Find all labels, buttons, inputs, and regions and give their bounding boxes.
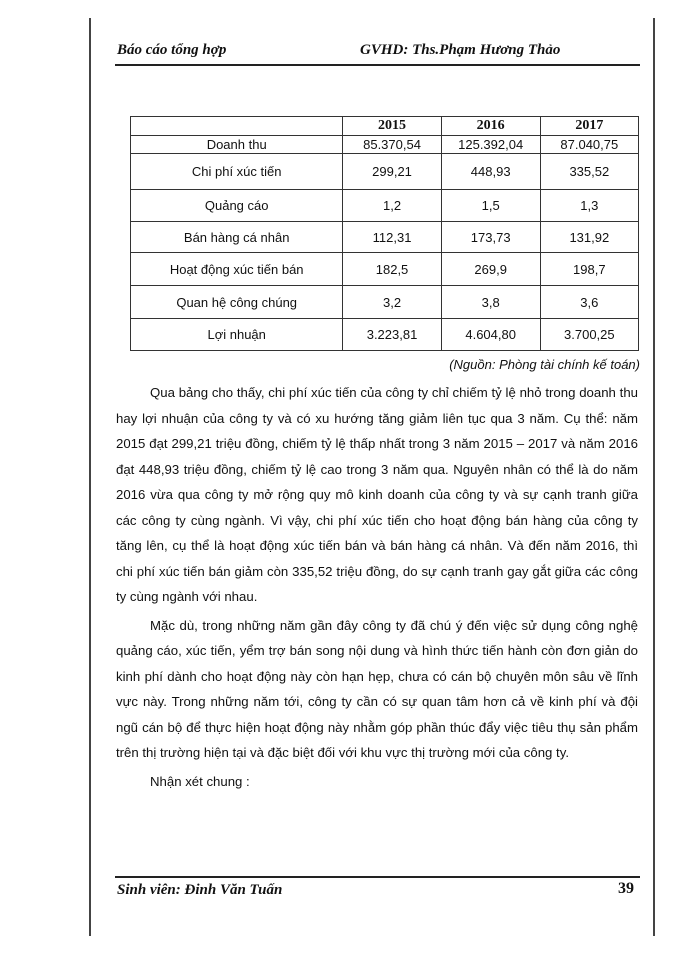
cell-value: 3,8 (441, 286, 540, 319)
table-row (131, 190, 639, 222)
cell-value: 299,21 (343, 154, 441, 190)
cell-value: 125.392,04 (441, 136, 540, 154)
row-label: Doanh thu (131, 136, 343, 154)
table-header-2016: 2016 (441, 117, 540, 136)
row-label: Quảng cáo (131, 190, 343, 222)
row-label: Lợi nhuận (131, 319, 343, 351)
page-number: 39 (618, 880, 634, 897)
cell-value: 87.040,75 (540, 136, 638, 154)
table-header-2015: 2015 (343, 117, 441, 136)
cell-value: 1,3 (540, 190, 638, 222)
table-row (131, 154, 639, 190)
cell-value: 3,6 (540, 286, 638, 319)
cell-value: 3.700,25 (540, 319, 638, 351)
paragraph: Nhận xét chung : (150, 773, 250, 789)
table-row (131, 253, 639, 286)
table-header-row (131, 117, 639, 136)
table-row (131, 286, 639, 319)
table-source-note: (Nguồn: Phòng tài chính kế toán) (449, 357, 640, 372)
paragraph: Qua bảng cho thấy, chi phí xúc tiến của công ty chỉ chiếm tỷ lệ nhỏ trong doanh thu hay lợi nhuận của công ty và có xu hướng tăng giảm liên tục qua 3 năm. Cụ thể: năm 2015 đạt 299,21 triệu đồng, chiếm tỷ lệ thấp nhất trong 3 năm 2015 – 2017 và năm 2016 đạt 448,93 triệu đồng, chiếm tỷ lệ cao trong 3 năm qua. Nguyên nhân có thể là do năm 2016 vừa qua công ty mở rộng quy mô kinh doanh của công ty và sự cạnh tranh giữa các công ty cùng ngành. Vì vậy, chi phí xúc tiến cho hoạt động bán hàng của công ty tăng lên, cụ thể là hoạt động xúc tiến bán và bán hàng cá nhân. Và đến năm 2016, thì chi phí xúc tiến bán giảm còn 335,52 triệu đồng, do sự cạnh tranh gay gắt giữa các công ty cùng ngành với nhau. (116, 385, 638, 604)
table-header-empty (131, 117, 343, 136)
table-row (131, 136, 639, 154)
cell-value: 182,5 (343, 253, 441, 286)
row-label: Chi phí xúc tiến (131, 154, 343, 190)
cell-value: 112,31 (343, 222, 441, 253)
cell-value: 3,2 (343, 286, 441, 319)
page-header (115, 42, 640, 66)
cell-value: 4.604,80 (441, 319, 540, 351)
row-label: Quan hệ công chúng (131, 286, 343, 319)
cell-value: 448,93 (441, 154, 540, 190)
cell-value: 173,73 (441, 222, 540, 253)
cell-value: 85.370,54 (343, 136, 441, 154)
body-text (116, 380, 638, 794)
header-supervisor: GVHD: Ths.Phạm Hương Thảo (360, 42, 561, 58)
cell-value: 1,2 (343, 190, 441, 222)
cell-value: 269,9 (441, 253, 540, 286)
table-row (131, 222, 639, 253)
page-footer (115, 876, 640, 902)
table-header-2017: 2017 (540, 117, 638, 136)
cell-value: 198,7 (540, 253, 638, 286)
cell-value: 3.223,81 (343, 319, 441, 351)
footer-student-name: Sinh viên: Đinh Văn Tuấn (117, 882, 283, 898)
financial-table (130, 116, 639, 351)
cell-value: 335,52 (540, 154, 638, 190)
paragraph: Mặc dù, trong những năm gần đây công ty đã chú ý đến việc sử dụng công nghệ quảng cáo, xúc tiến, yểm trợ bán song nội dung và hình thức tiến hành còn đơn giản do kinh phí dành cho hoạt động này còn hạn hẹp, chưa có cán bộ chuyên môn sâu về lĩnh vực này. Trong những năm tới, công ty cần có sự quan tâm hơn cả về kinh phí và đội ngũ cán bộ để thực hiện hoạt động này nhằm góp phần thúc đẩy việc tiêu thụ sản phẩm trên thị trường hiện tại và đặc biệt đối với khu vực thị trường mới của công ty. (116, 617, 638, 760)
table-row (131, 319, 639, 351)
row-label: Hoạt động xúc tiến bán (131, 253, 343, 286)
header-report-title: Báo cáo tổng hợp (117, 42, 227, 58)
cell-value: 1,5 (441, 190, 540, 222)
row-label: Bán hàng cá nhân (131, 222, 343, 253)
cell-value: 131,92 (540, 222, 638, 253)
